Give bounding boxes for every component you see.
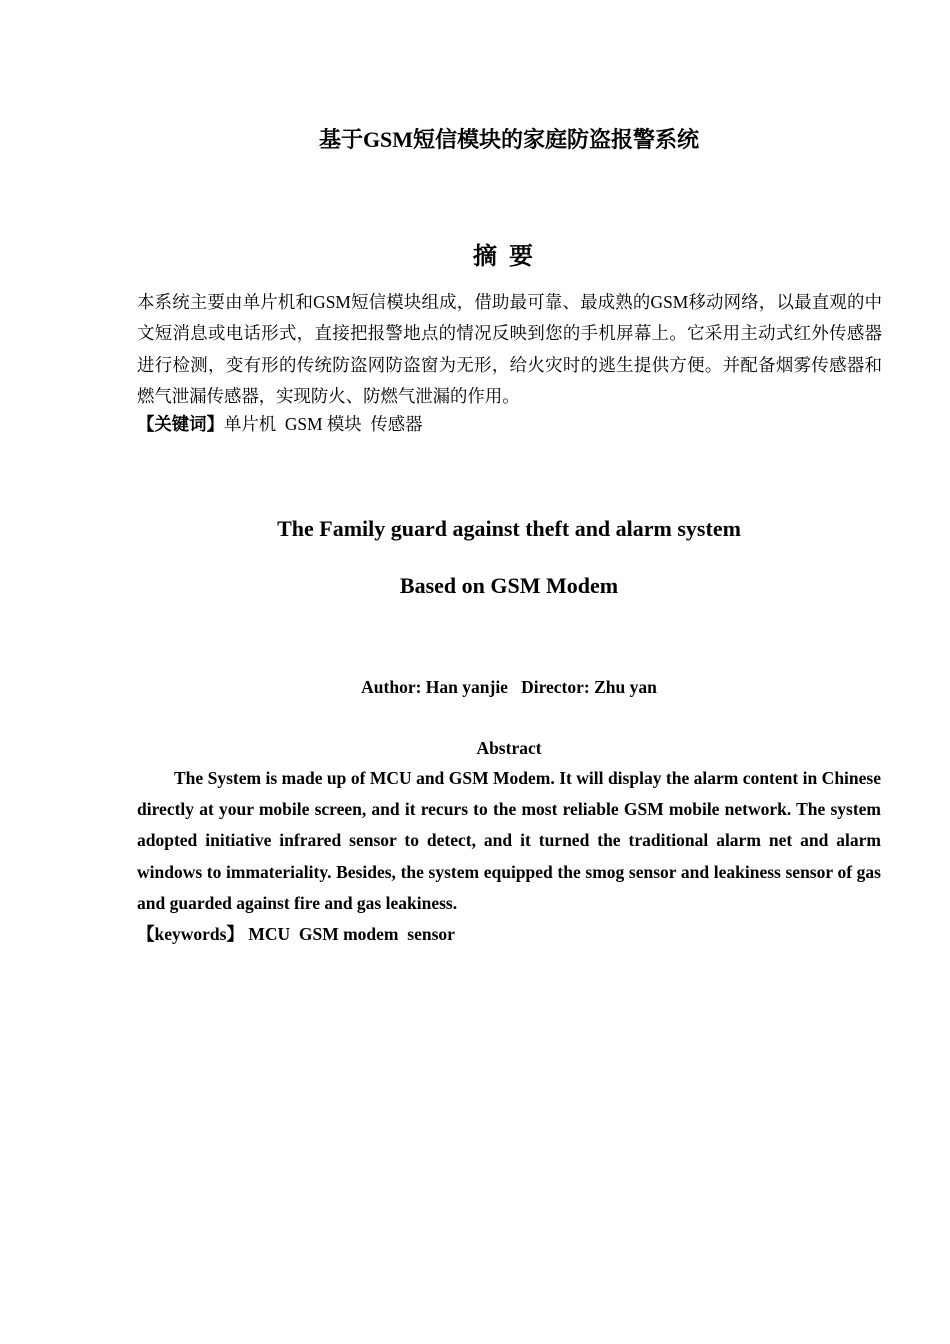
- chinese-keywords-label: 【关键词】: [137, 414, 224, 434]
- english-keywords-text: MCU GSM modem sensor: [243, 924, 455, 944]
- english-abstract-heading: Abstract: [476, 738, 542, 758]
- english-title-line2: Based on GSM Modem: [399, 573, 619, 598]
- english-abstract-body: The System is made up of MCU and GSM Modem. It will display the alarm content in Chinese directly at your mobile screen, and it recurs to the most reliable GSM mobile network. The system adopted initiative infrared sensor to detect, and it turned the traditional alarm net and alarm windows to immateriality. Besides, the system equipped the smog sensor and leakiness sensor of gas and guarded against fire and gas leakiness.: [137, 768, 881, 913]
- english-title-line1: The Family guard against theft and alarm system: [277, 516, 741, 541]
- english-keywords: [137, 919, 881, 950]
- chinese-abstract-heading: 摘要: [473, 244, 545, 270]
- chinese-keywords-text: 单片机 GSM 模块 传感器: [223, 414, 423, 434]
- english-keywords-label: 【keywords】: [137, 924, 244, 944]
- author-line: Author: Han yanjie Director: Zhu yan: [361, 677, 657, 697]
- chinese-title: 基于GSM短信模块的家庭防盗报警系统: [318, 127, 700, 152]
- chinese-abstract-body: 本系统主要由单片机和GSM短信模块组成，借助最可靠、最成熟的GSM移动网络，以最直观的中文短消息或电话形式，直接把报警地点的情况反映到您的手机屏幕上。它采用主动式红外传感器进行检测，变有形的传统防盗网防盗窗为无形，给火灾时的逃生提供方便。并配备烟雾传感器和燃气泄漏传感器，实现防火、防燃气泄漏的作用。: [137, 292, 882, 406]
- chinese-keywords: [137, 409, 882, 440]
